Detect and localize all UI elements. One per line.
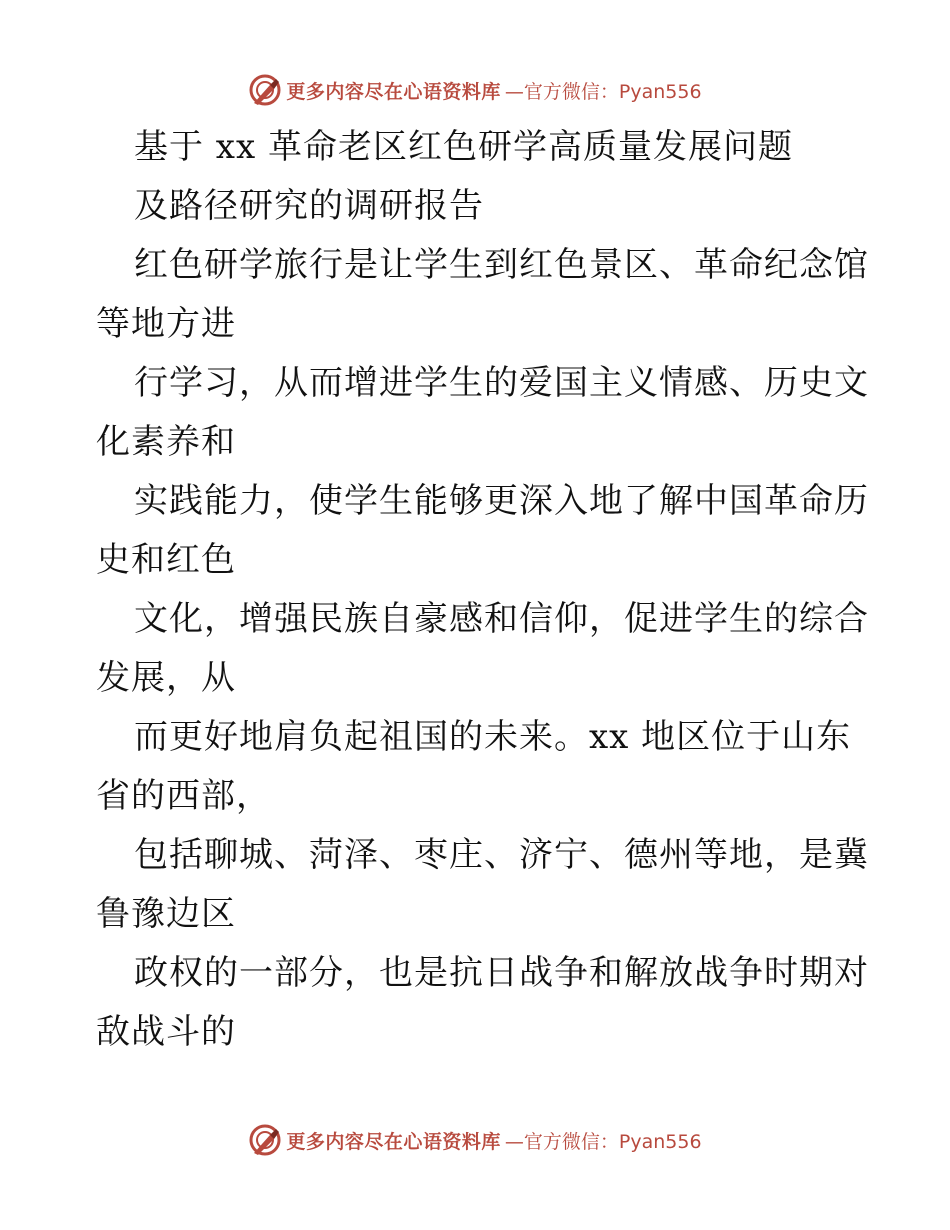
- paragraph-line: 史和红色: [96, 540, 236, 580]
- pen-logo-icon: [248, 1123, 282, 1157]
- paragraph-line: 敌战斗的: [96, 1012, 236, 1052]
- header-banner: [0, 70, 950, 110]
- paragraph-line: 实践能力，使学生能够更深入地了解中国革命历: [134, 481, 869, 521]
- header-banner-contact: —官方微信：Pyan556: [504, 80, 702, 103]
- footer-banner-lead: 更多内容尽在心语资料库: [286, 1130, 501, 1153]
- paragraph-line: 等地方进: [96, 304, 236, 344]
- document-title-line-1: 基于 xx 革命老区红色研学高质量发展问题: [134, 127, 793, 167]
- document-body: [96, 118, 869, 1062]
- paragraph-line: 红色研学旅行是让学生到红色景区、革命纪念馆: [134, 245, 869, 285]
- paragraph-line: 化素养和: [96, 422, 236, 462]
- footer-banner: [0, 1120, 950, 1160]
- paragraph-line: 而更好地肩负起祖国的未来。xx 地区位于山东: [134, 717, 852, 757]
- document-title-line-2: 及路径研究的调研报告: [134, 186, 484, 226]
- pen-logo-icon: [248, 73, 282, 107]
- paragraph-line: 省的西部，: [96, 776, 271, 816]
- paragraph-line: 政权的一部分，也是抗日战争和解放战争时期对: [134, 953, 869, 993]
- paragraph-line: 行学习，从而增进学生的爱国主义情感、历史文: [134, 363, 869, 403]
- paragraph-line: 文化，增强民族自豪感和信仰，促进学生的综合: [134, 599, 869, 639]
- paragraph-line: 发展，从: [96, 658, 236, 698]
- paragraph-line: 包括聊城、菏泽、枣庄、济宁、德州等地，是冀: [134, 835, 869, 875]
- footer-banner-contact: —官方微信：Pyan556: [504, 1130, 702, 1153]
- paragraph-line: 鲁豫边区: [96, 894, 236, 934]
- header-banner-lead: 更多内容尽在心语资料库: [286, 80, 501, 103]
